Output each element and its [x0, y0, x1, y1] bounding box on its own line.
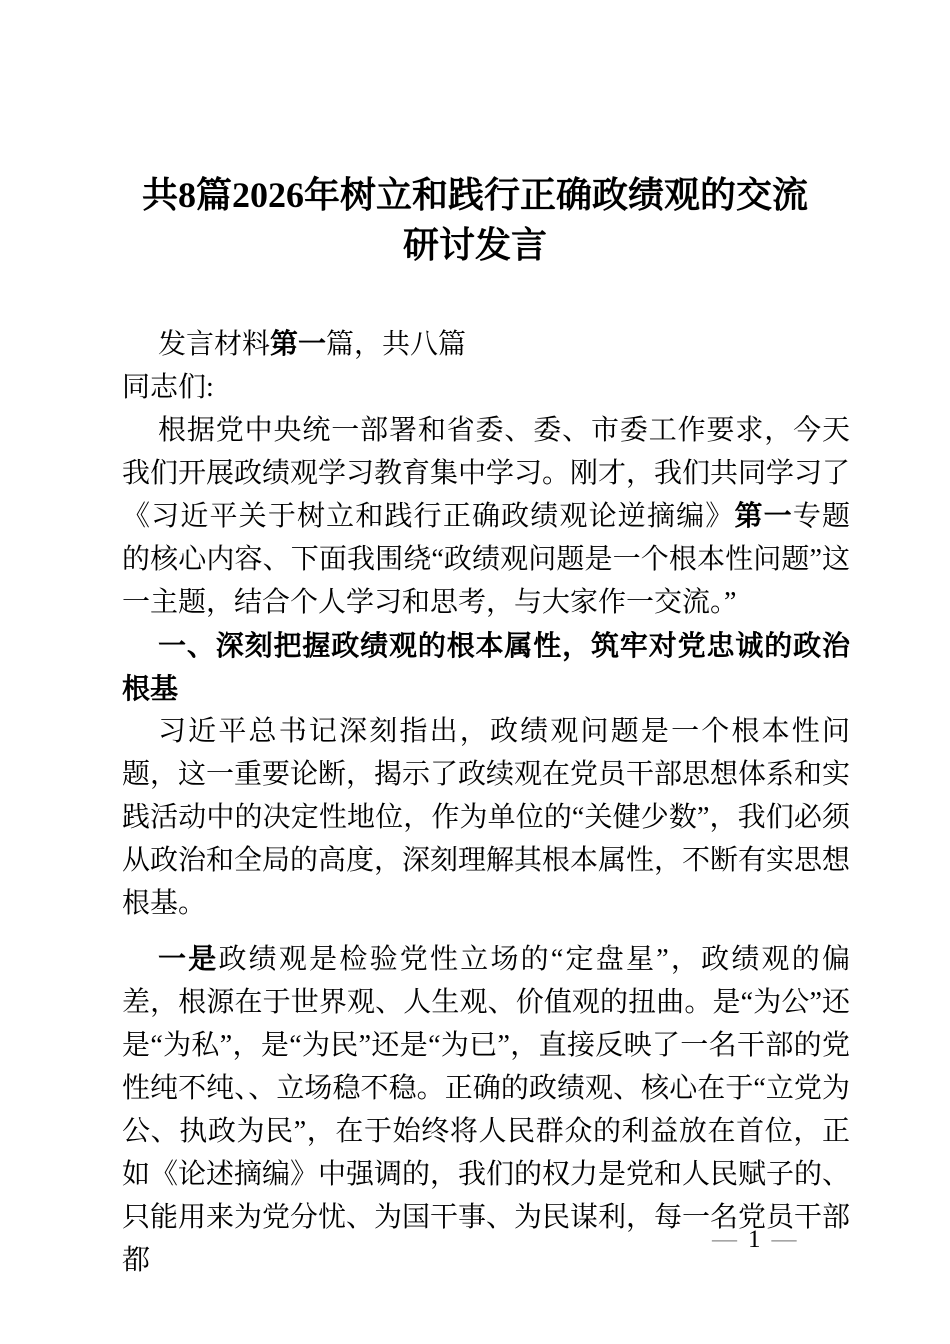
document-title [60, 170, 890, 270]
paragraph-text-bold: 一是 [158, 944, 219, 975]
paragraph-text-bold: 第一 [734, 501, 793, 532]
paragraph-text: 根据党中央统一部署和省委、委、市委工作要求，今天我们开展政绩观学习教育集中学习。刚才，我们共同学习了《习近平关于树立和践行正确政绩观论逆摘编》 [122, 415, 851, 532]
paragraph-text: 政绩观是检验党性立场的“定盘星”，政绩观的偏差，根源在于世界观、人生观、价值观的扭曲。是“为公”还是“为私”，是“为民”还是“为已”，直接反映了一名干部的党性纯不纯、、立场稳不稳。正确的政绩观、核心在于“立党为公、执政为民”，在于始终将人民群众的利益放在首位，正如《论述摘编》中强调的，我们的权力是党和人民赋子的、只能用来为党分忧、为国干事、为民谋利，每一名党员干部都 [122, 944, 851, 1276]
footer-dash-right: — [771, 1226, 797, 1253]
paragraph-text: 专题的核心内容、下面我围绕“政绩观问题是一个根本性问题”这一主题，结合个人学习和思考，与大家作一交流。” [122, 501, 850, 618]
paragraph-text: 同志们: [122, 372, 214, 403]
paragraph-text: 篇，共八篇 [326, 329, 467, 360]
document-body [122, 323, 850, 1282]
paragraph [122, 366, 850, 409]
document-title-line-2: 研讨发言 [402, 225, 547, 265]
page-number: 1 [748, 1226, 761, 1253]
paragraph-text: 发言材料 [158, 329, 271, 360]
paragraph [122, 710, 850, 925]
document-title-line-1: 共8篇2026年树立和践行正确政绩观的交流 [141, 175, 808, 215]
footer-dash-left: — [712, 1226, 737, 1253]
paragraph [122, 409, 850, 624]
paragraph-text: 习近平总书记深刻指出，政绩观问题是一个根本性问题，这一重要论断，揭示了政续观在党员干部思想体系和实践活动中的决定性地位，作为单位的“关健少数”，我们必须从政治和全局的高度，深刻理解其根本属性，不断有实思想根基。 [122, 716, 851, 919]
paragraph-text-bold: 一、深刻把握政绩观的根本属性，筑牢对党忠诚的政治根基 [122, 630, 850, 704]
paragraph-text-bold: 第一 [270, 329, 327, 360]
section-heading [122, 624, 850, 710]
paragraph [122, 323, 850, 366]
page-footer [712, 1226, 797, 1254]
